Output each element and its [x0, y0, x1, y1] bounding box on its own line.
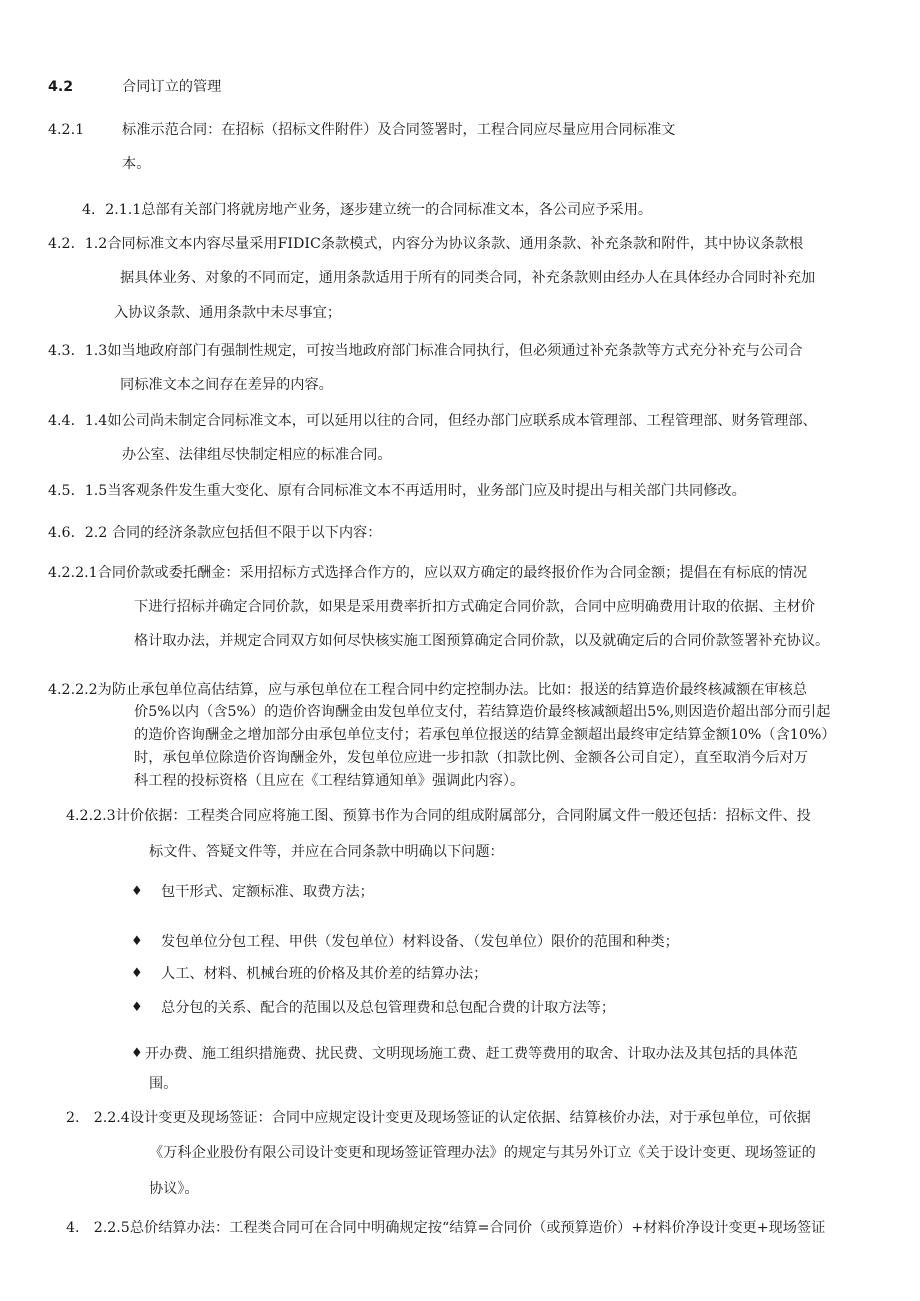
diamond-bullet-icon: ♦: [131, 1046, 143, 1061]
clause-text-line: 4.2.2.3计价依据：工程类合同应将施工图、预算书作为合同的组成附属部分，合同附属文件一般还包括：招标文件、投: [66, 808, 811, 824]
clause-text-line: 4.2.2.1合同价款或委托酬金：采用招标方式选择合作方的，应以双方确定的最终报价作为合同金额；提倡在有标底的情况: [48, 565, 808, 581]
diamond-bullet-icon: ♦: [131, 884, 143, 899]
clause-text-line: 下进行招标并确定合同价款，如果是采用费率折扣方式确定合同价款，合同中应明确费用计取的依据、主材价: [134, 599, 816, 615]
clause-text-line: 科工程的投标资格（且应在《工程结算通知单》强调此内容）。: [134, 773, 525, 789]
clause-text-line: 的造价咨询酬金之增加部分由承包单位支付；若承包单位报送的结算金额超出最终审定结算金额10%（含10%）: [134, 727, 836, 743]
clause-text-line: 格计取办法，并规定合同双方如何尽快核实施工图预算确定合同价款，以及就确定后的合同价款签署补充协议。: [134, 633, 830, 649]
clause-number: 4.2.1: [48, 122, 85, 138]
list-item: 发包单位分包工程、甲供（发包单位）材料设备、（发包单位）限价的范围和种类；: [161, 934, 679, 950]
list-item: 开办费、施工组织措施费、扰民费、文明现场施工费、赶工费等费用的取舍、计取办法及其包括的具体范: [145, 1046, 798, 1062]
clause-text-line: 标准示范合同：在招标（招标文件附件）及合同签署时，工程合同应尽量应用合同标准文: [122, 122, 676, 138]
list-item-continuation: 围。: [149, 1076, 178, 1092]
clause-text-line: 4.5．1.5当客观条件发生重大变化、原有合同标准文本不再适用时，业务部门应及时提出与相关部门共同修改。: [48, 483, 746, 499]
clause-text-line: 2. 2.2.4设计变更及现场签证：合同中应规定设计变更及现场签证的认定依据、结算核价办法，对于承包单位，可依据: [66, 1110, 811, 1126]
clause-text-line: 入协议条款、通用条款中未尽事宜；: [114, 305, 342, 321]
clause-text-line: 4.2．1.2合同标准文本内容尽量采用FIDIC条款模式，内容分为协议条款、通用条款、补充条款和附件，其中协议条款根: [48, 236, 804, 252]
list-item: 人工、材料、机械台班的价格及其价差的结算办法；: [161, 966, 488, 982]
clause-text-line: 办公室、法律组尽快制定相应的标准合同。: [122, 447, 392, 463]
clause-text-line: 4.6．2.2 合同的经济条款应包括但不限于以下内容：: [48, 525, 382, 541]
clause-text-line: 4．2.1.1总部有关部门将就房地产业务，逐步建立统一的合同标准文本，各公司应予采用。: [82, 202, 653, 218]
diamond-bullet-icon: ♦: [131, 934, 143, 949]
clause-text-line: 时，承包单位除造价咨询酬金外，发包单位应进一步扣款（扣款比例、金额各公司自定），直至取消今后对万: [134, 750, 808, 766]
clause-text-line: 《万科企业股份有限公司设计变更和现场签证管理办法》的规定与其另外订立《关于设计变更、现场签证的: [149, 1145, 816, 1161]
section-title: 合同订立的管理: [122, 79, 222, 95]
list-item: 总分包的关系、配合的范围以及总包管理费和总包配合费的计取方法等；: [161, 1000, 616, 1016]
clause-text-line: 协议》。: [149, 1181, 199, 1197]
clause-text-line: 4.2.2.2为防止承包单位高估结算，应与承包单位在工程合同中约定控制办法。比如：报送的结算造价最终核减额在审核总: [48, 682, 808, 698]
clause-text-line: 4. 2.2.5总价结算办法：工程类合同可在合同中明确规定按“结算=合同价（或预算造价）+材料价净设计变更+现场签证: [66, 1220, 826, 1236]
clause-text-line: 价5%以内（含5%）的造价咨询酬金由发包单位支付，若结算造价最终核减额超出5%,则因造价超出部分而引起: [134, 704, 831, 720]
clause-text-line: 同标准文本之间存在差异的内容。: [120, 377, 333, 393]
diamond-bullet-icon: ♦: [131, 1000, 143, 1015]
clause-text-line: 本。: [122, 156, 151, 172]
clause-text-line: 标文件、答疑文件等，并应在合同条款中明确以下问题：: [149, 844, 504, 860]
clause-text-line: 4.3．1.3如当地政府部门有强制性规定，可按当地政府部门标准合同执行，但必须通过补充条款等方式充分补充与公司合: [48, 343, 803, 359]
clause-text-line: 4.4．1.4如公司尚未制定合同标准文本，可以延用以往的合同，但经办部门应联系成本管理部、工程管理部、财务管理部、: [48, 413, 817, 429]
list-item: 包干形式、定额标准、取费方法；: [161, 884, 374, 900]
diamond-bullet-icon: ♦: [131, 966, 143, 981]
clause-text-line: 据具体业务、对象的不同而定，通用条款适用于所有的同类合同，补充条款则由经办人在具体经办合同时补充加: [120, 270, 816, 286]
section-number: 4.2: [48, 79, 74, 95]
